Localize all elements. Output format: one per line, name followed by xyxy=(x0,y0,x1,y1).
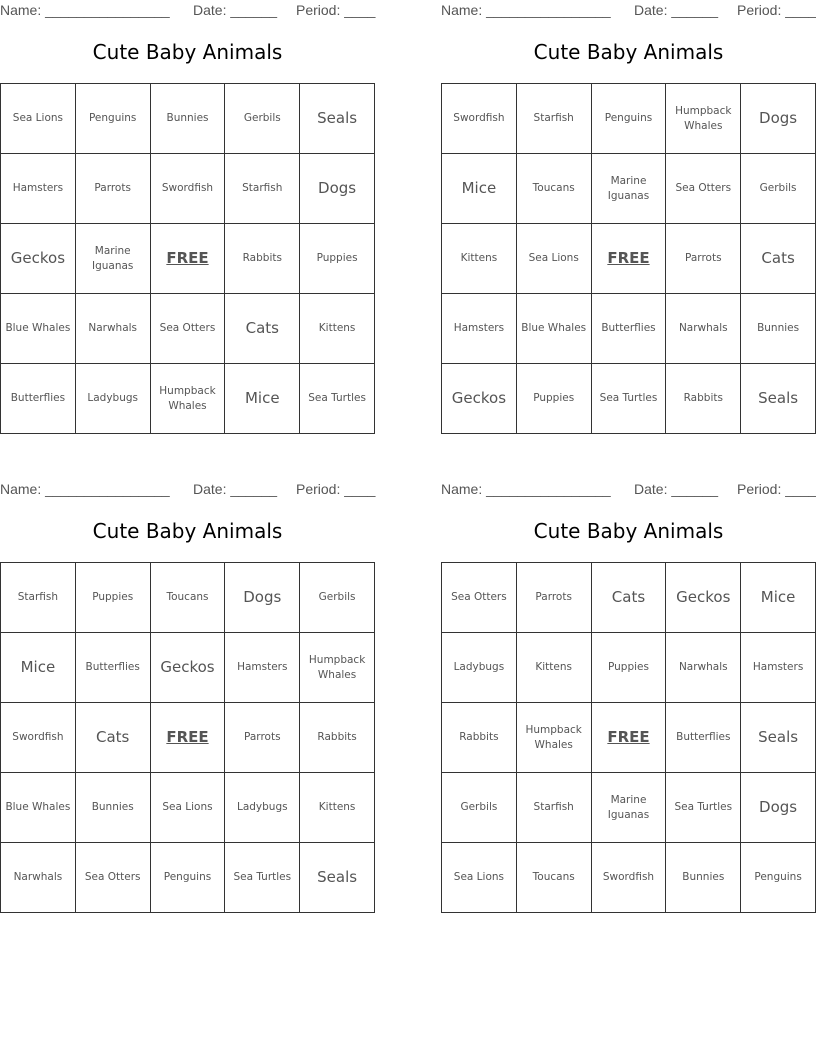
grid-cell: Cats xyxy=(741,224,816,294)
grid-cell: Parrots xyxy=(516,563,591,633)
grid-cell: Toucans xyxy=(150,563,225,633)
grid-cell: Kittens xyxy=(442,224,517,294)
name-field-label: Name: ________________ xyxy=(441,481,611,497)
free-space: FREE xyxy=(150,224,225,294)
grid-cell: Geckos xyxy=(666,563,741,633)
date-field-label: Date: ______ xyxy=(193,481,278,497)
grid-row xyxy=(442,84,816,154)
grid-cell: Kittens xyxy=(300,773,375,843)
grid-cell: Marine Iguanas xyxy=(75,224,150,294)
bingo-grid xyxy=(0,83,375,434)
grid-cell: Sea Otters xyxy=(150,294,225,364)
grid-row xyxy=(442,294,816,364)
grid-cell: Seals xyxy=(300,843,375,913)
grid-cell: Dogs xyxy=(225,563,300,633)
grid-cell: Puppies xyxy=(75,563,150,633)
grid-cell: Geckos xyxy=(1,224,76,294)
name-field-label: Name: ________________ xyxy=(0,2,170,18)
grid-cell: Sea Otters xyxy=(442,563,517,633)
grid-cell: Penguins xyxy=(150,843,225,913)
grid-cell: Blue Whales xyxy=(1,773,76,843)
bingo-grid xyxy=(441,83,816,434)
bingo-grid xyxy=(441,562,816,913)
grid-cell: Sea Lions xyxy=(150,773,225,843)
grid-cell: Penguins xyxy=(591,84,666,154)
card-title: Cute Baby Animals xyxy=(533,40,724,64)
grid-cell: Sea Lions xyxy=(516,224,591,294)
grid-row xyxy=(1,154,375,224)
grid-cell: Parrots xyxy=(666,224,741,294)
grid-cell: Sea Turtles xyxy=(591,364,666,434)
grid-cell: Dogs xyxy=(300,154,375,224)
grid-cell: Sea Lions xyxy=(1,84,76,154)
grid-cell: Starfish xyxy=(516,773,591,843)
grid-cell: Cats xyxy=(225,294,300,364)
free-space: FREE xyxy=(591,224,666,294)
period-field-label: Period: ____ xyxy=(737,2,816,18)
grid-cell: Sea Turtles xyxy=(300,364,375,434)
grid-cell: Butterflies xyxy=(591,294,666,364)
grid-cell: Gerbils xyxy=(741,154,816,224)
grid-cell: Swordfish xyxy=(150,154,225,224)
grid-cell: Geckos xyxy=(150,633,225,703)
card-title: Cute Baby Animals xyxy=(533,519,724,543)
grid-cell: Hamsters xyxy=(442,294,517,364)
grid-row xyxy=(442,224,816,294)
grid-row xyxy=(442,843,816,913)
grid-row xyxy=(1,294,375,364)
grid-cell: Gerbils xyxy=(442,773,517,843)
card-title: Cute Baby Animals xyxy=(92,40,283,64)
grid-row xyxy=(442,563,816,633)
grid-cell: Cats xyxy=(591,563,666,633)
card-title: Cute Baby Animals xyxy=(92,519,283,543)
grid-cell: Butterflies xyxy=(1,364,76,434)
grid-cell: Puppies xyxy=(300,224,375,294)
grid-cell: Toucans xyxy=(516,843,591,913)
grid-cell: Rabbits xyxy=(225,224,300,294)
grid-cell: Bunnies xyxy=(75,773,150,843)
grid-cell: Cats xyxy=(75,703,150,773)
card-header xyxy=(0,481,375,499)
grid-cell: Narwhals xyxy=(666,633,741,703)
grid-cell: Penguins xyxy=(75,84,150,154)
grid-cell: Blue Whales xyxy=(1,294,76,364)
grid-row xyxy=(442,154,816,224)
grid-cell: Starfish xyxy=(225,154,300,224)
grid-cell: Kittens xyxy=(516,633,591,703)
grid-cell: Blue Whales xyxy=(516,294,591,364)
grid-cell: Narwhals xyxy=(1,843,76,913)
name-field-label: Name: ________________ xyxy=(441,2,611,18)
grid-cell: Ladybugs xyxy=(442,633,517,703)
grid-row xyxy=(442,703,816,773)
grid-cell: Starfish xyxy=(1,563,76,633)
grid-row xyxy=(1,843,375,913)
grid-row xyxy=(1,563,375,633)
grid-cell: Sea Turtles xyxy=(225,843,300,913)
date-field-label: Date: ______ xyxy=(193,2,278,18)
grid-row xyxy=(1,364,375,434)
grid-cell: Penguins xyxy=(741,843,816,913)
grid-cell: Sea Turtles xyxy=(666,773,741,843)
grid-cell: Sea Lions xyxy=(442,843,517,913)
grid-cell: Swordfish xyxy=(1,703,76,773)
grid-cell: Parrots xyxy=(225,703,300,773)
grid-cell: Hamsters xyxy=(225,633,300,703)
grid-row xyxy=(1,773,375,843)
grid-cell: Rabbits xyxy=(442,703,517,773)
grid-cell: Narwhals xyxy=(75,294,150,364)
grid-cell: Kittens xyxy=(300,294,375,364)
free-space: FREE xyxy=(591,703,666,773)
card-header xyxy=(0,2,375,20)
grid-cell: Starfish xyxy=(516,84,591,154)
grid-cell: Rabbits xyxy=(300,703,375,773)
grid-cell: Swordfish xyxy=(591,843,666,913)
grid-cell: Mice xyxy=(442,154,517,224)
grid-cell: Humpback Whales xyxy=(300,633,375,703)
card-header xyxy=(441,2,816,20)
grid-cell: Mice xyxy=(225,364,300,434)
grid-cell: Gerbils xyxy=(225,84,300,154)
free-space: FREE xyxy=(150,703,225,773)
period-field-label: Period: ____ xyxy=(296,2,376,18)
grid-cell: Sea Otters xyxy=(75,843,150,913)
grid-row xyxy=(1,633,375,703)
grid-cell: Dogs xyxy=(741,773,816,843)
grid-cell: Butterflies xyxy=(75,633,150,703)
grid-cell: Parrots xyxy=(75,154,150,224)
grid-cell: Ladybugs xyxy=(75,364,150,434)
grid-cell: Mice xyxy=(741,563,816,633)
grid-cell: Toucans xyxy=(516,154,591,224)
grid-row xyxy=(442,773,816,843)
grid-cell: Dogs xyxy=(741,84,816,154)
grid-row xyxy=(442,633,816,703)
bingo-grid xyxy=(0,562,375,913)
grid-cell: Hamsters xyxy=(1,154,76,224)
grid-cell: Bunnies xyxy=(741,294,816,364)
grid-cell: Sea Otters xyxy=(666,154,741,224)
grid-cell: Seals xyxy=(741,364,816,434)
grid-cell: Ladybugs xyxy=(225,773,300,843)
grid-cell: Puppies xyxy=(516,364,591,434)
grid-row xyxy=(1,703,375,773)
grid-cell: Rabbits xyxy=(666,364,741,434)
grid-cell: Humpback Whales xyxy=(666,84,741,154)
name-field-label: Name: ________________ xyxy=(0,481,170,497)
grid-cell: Bunnies xyxy=(666,843,741,913)
card-header xyxy=(441,481,816,499)
grid-row xyxy=(1,224,375,294)
grid-cell: Butterflies xyxy=(666,703,741,773)
grid-cell: Marine Iguanas xyxy=(591,773,666,843)
date-field-label: Date: ______ xyxy=(634,481,719,497)
grid-cell: Narwhals xyxy=(666,294,741,364)
grid-cell: Puppies xyxy=(591,633,666,703)
grid-cell: Gerbils xyxy=(300,563,375,633)
period-field-label: Period: ____ xyxy=(737,481,816,497)
grid-cell: Swordfish xyxy=(442,84,517,154)
grid-cell: Bunnies xyxy=(150,84,225,154)
date-field-label: Date: ______ xyxy=(634,2,719,18)
grid-cell: Geckos xyxy=(442,364,517,434)
grid-cell: Seals xyxy=(741,703,816,773)
grid-row xyxy=(442,364,816,434)
grid-cell: Mice xyxy=(1,633,76,703)
grid-cell: Humpback Whales xyxy=(516,703,591,773)
period-field-label: Period: ____ xyxy=(296,481,376,497)
grid-cell: Seals xyxy=(300,84,375,154)
grid-cell: Hamsters xyxy=(741,633,816,703)
grid-row xyxy=(1,84,375,154)
grid-cell: Marine Iguanas xyxy=(591,154,666,224)
grid-cell: Humpback Whales xyxy=(150,364,225,434)
